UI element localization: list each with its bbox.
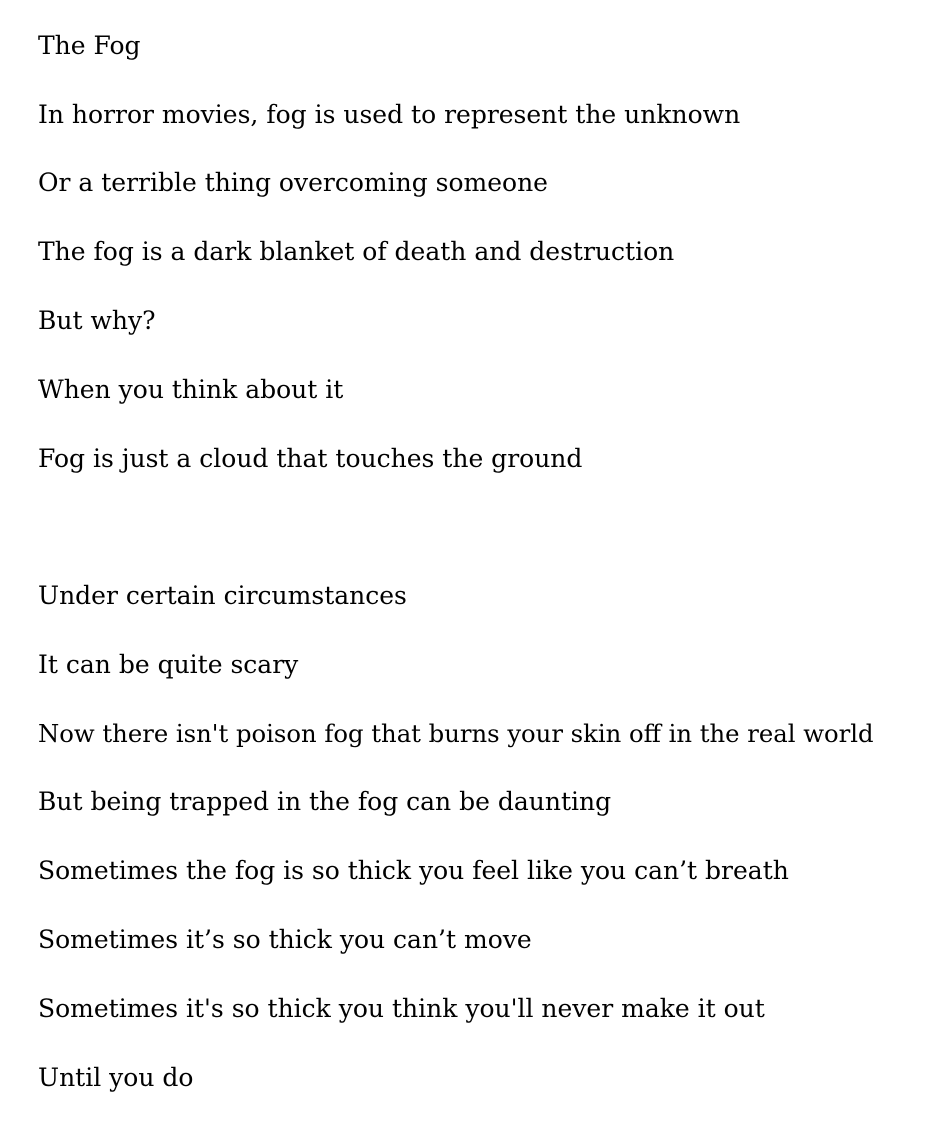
poem-line: The fog is a dark blanket of death and destruction xyxy=(38,237,675,266)
poem-line: Fog is just a cloud that touches the ground xyxy=(38,444,583,473)
poem-line: Sometimes it's so thick you think you'll never make it out xyxy=(38,994,765,1023)
poem-line: It can be quite scary xyxy=(38,650,299,679)
poem-title: The Fog xyxy=(38,31,141,60)
poem-line: Now there isn't poison fog that burns your skin off in the real world xyxy=(38,719,874,748)
poem-line: Or a terrible thing overcoming someone xyxy=(38,168,548,197)
poem-line: Under certain circumstances xyxy=(38,581,407,610)
poem-line: But why? xyxy=(38,306,156,335)
poem-line: Sometimes the fog is so thick you feel like you can’t breath xyxy=(38,856,789,885)
poem-line: Sometimes it’s so thick you can’t move xyxy=(38,925,532,954)
poem-line: In horror movies, fog is used to represent the unknown xyxy=(38,100,741,129)
poem-line: When you think about it xyxy=(38,375,344,404)
poem-line: But being trapped in the fog can be daunting xyxy=(38,787,612,816)
poem-line: Until you do xyxy=(38,1063,194,1092)
